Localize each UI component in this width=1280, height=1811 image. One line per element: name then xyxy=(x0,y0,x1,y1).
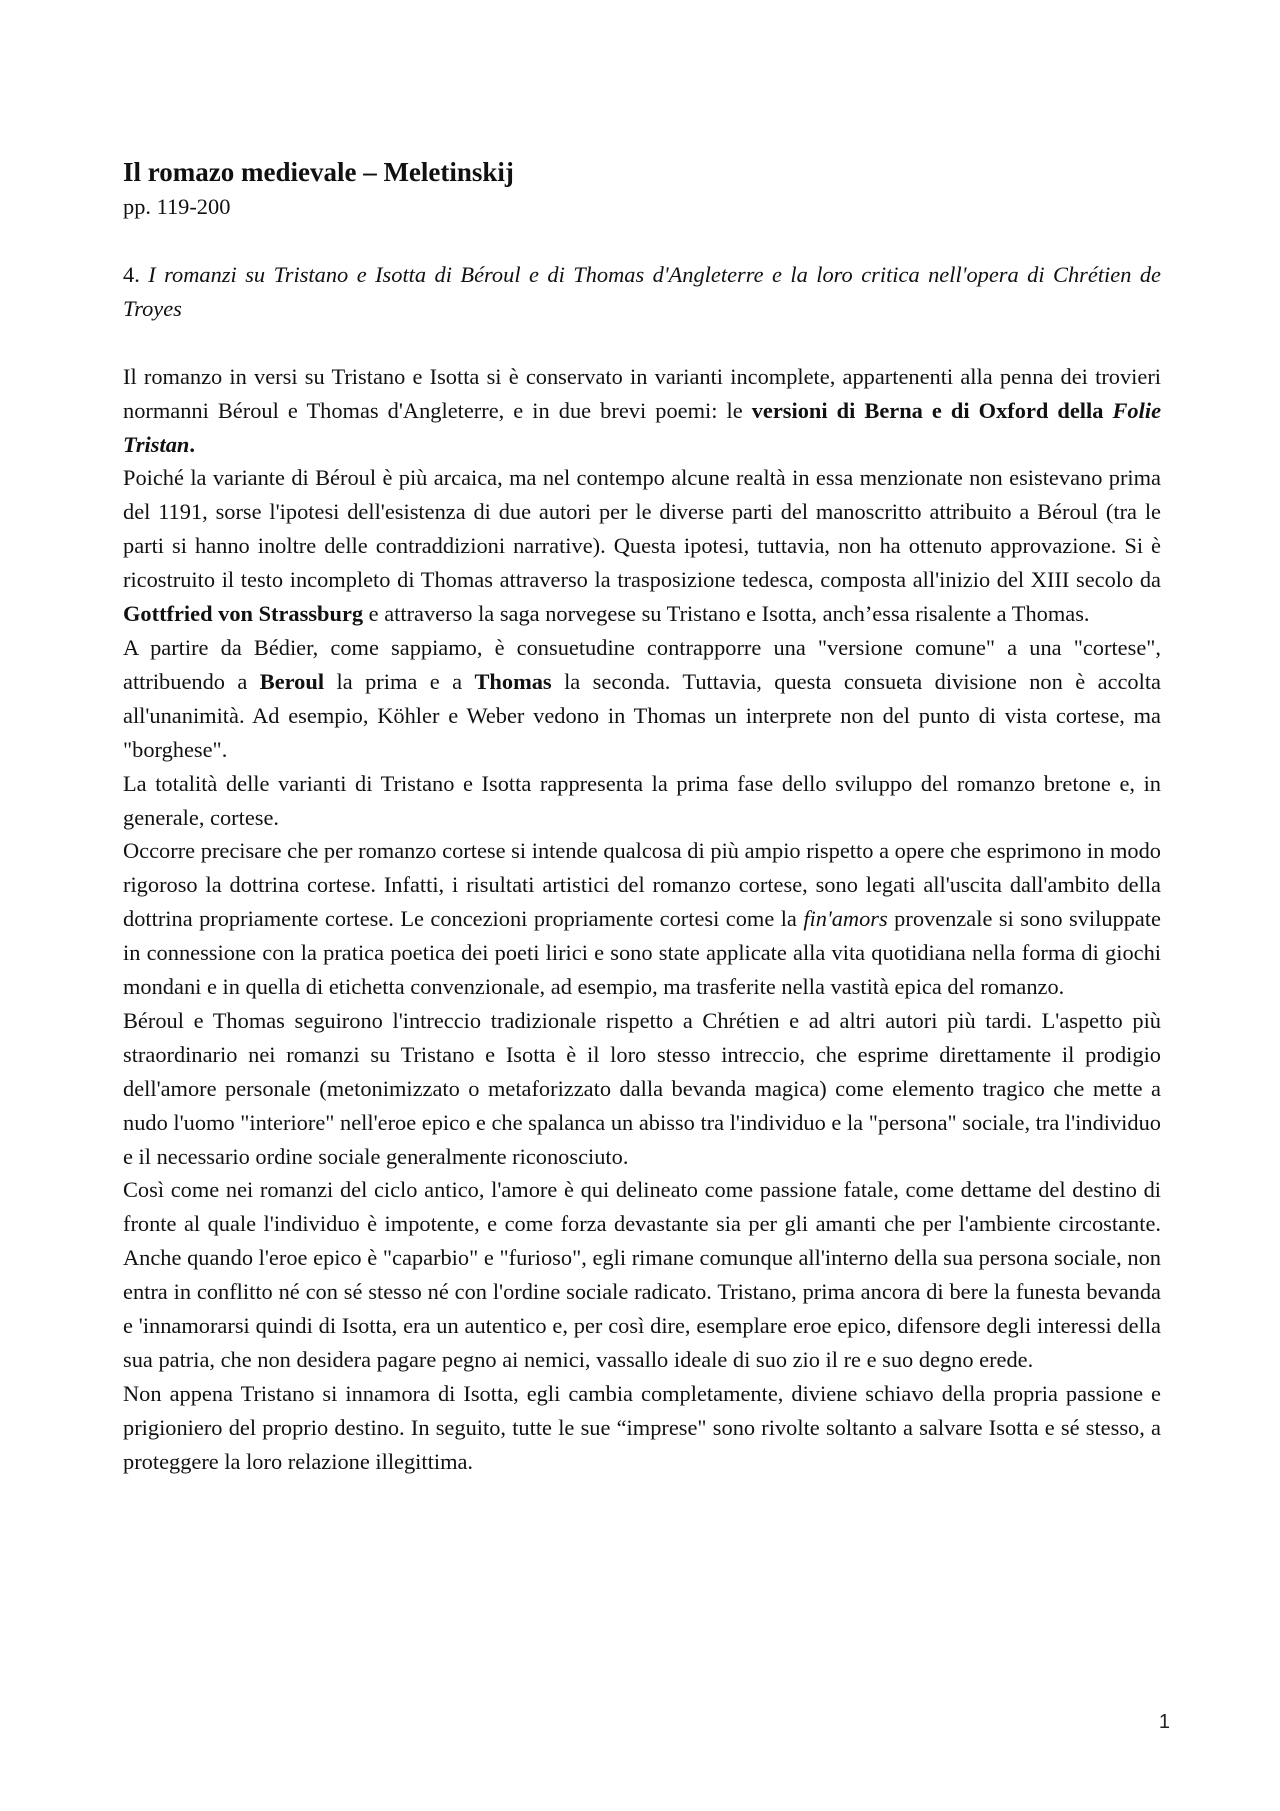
page-range: pp. 119-200 xyxy=(123,194,231,219)
document-title: Il romazo medievale – Meletinskij xyxy=(123,157,514,187)
paragraph xyxy=(123,1377,1161,1479)
paragraph xyxy=(123,1173,1161,1376)
text-run: Non appena Tristano si innamora di Isotta, egli cambia completamente, diviene schiavo della propria passione e prigioniero del proprio destino. In seguito, tutte le sue “imprese" sono rivolte soltanto a salvare Isotta e sé stesso, a proteggere la loro relazione illegittima. xyxy=(123,1380,1161,1474)
bold-text: versioni di Berna e di Oxford della xyxy=(751,397,1113,423)
page-content xyxy=(123,154,1161,1479)
body-text xyxy=(123,360,1161,1479)
paragraph xyxy=(123,767,1161,835)
italic-term: fin'amors xyxy=(803,906,888,932)
paragraph xyxy=(123,631,1161,767)
section-heading xyxy=(123,258,1161,326)
section-number: 4. xyxy=(123,261,140,287)
author-name: Beroul xyxy=(259,668,325,694)
paragraph xyxy=(123,360,1161,462)
text-run: la seconda. Tuttavia, questa consueta divisione non è accolta all'unanimità. Ad esempio, Köhler e Weber vedono in Thomas un interprete non del punto di vista cortese, ma "borghese". xyxy=(123,668,1161,762)
text-run: la prima e a xyxy=(324,668,475,694)
text-run: e attraverso la saga norvegese su Tristano e Isotta, anch’essa risalente a Thomas. xyxy=(363,601,1090,627)
text-run: Il romanzo in versi su Tristano e Isotta si è conservato in varianti incomplete, appartenenti alla penna dei trovieri normanni Béroul e Thomas d'Angleterre, e in due brevi poemi: le xyxy=(123,363,1161,423)
text-run: Occorre precisare che per romanzo cortese si intende qualcosa di più ampio rispetto a opere che esprimono in modo rigoroso la dottrina cortese. Infatti, i risultati artistici del romanzo cortese, sono legati all'uscita dall'ambito della dottrina propriamente cortese. Le concezioni propriamente cortesi come la xyxy=(123,838,1161,932)
paragraph xyxy=(123,834,1161,1004)
text-run: Poiché la variante di Béroul è più arcaica, ma nel contempo alcune realtà in essa menzionate non esistevano prima del 1191, sorse l'ipotesi dell'esistenza di due autori per le diverse parti del manoscritto attribuito a Béroul (tra le parti si hanno inoltre delle contraddizioni narrative). Questa ipotesi, tuttavia, non ha ottenuto approvazione. Si è ricostruito il testo incompleto di Thomas attraverso la trasposizione tedesca, composta all'inizio del XIII secolo da xyxy=(123,465,1161,593)
paragraph xyxy=(123,461,1161,631)
author-name: Thomas xyxy=(474,668,552,694)
text-run: Béroul e Thomas seguirono l'intreccio tradizionale rispetto a Chrétien e ad altri autori più tardi. L'aspetto più straordinario nei romanzi su Tristano e Isotta è il loro stesso intreccio, che esprime direttamente il prodigio dell'amore personale (metonimizzato o metaforizzato dalla bevanda magica) come elemento tragico che mette a nudo l'uomo "interiore" nell'eroe epico e che spalanca un abisso tra l'individuo e la "persona" sociale, tra l'individuo e il necessario ordine sociale generalmente riconosciuto. xyxy=(123,1007,1161,1169)
page-number: 1 xyxy=(1158,1711,1170,1733)
section-title: I romanzi su Tristano e Isotta di Béroul e di Thomas d'Angleterre e la loro critica nell'opera di Chrétien de Troyes xyxy=(123,261,1161,321)
paragraph xyxy=(123,1004,1161,1174)
work-title: Folie Tristan xyxy=(123,397,1162,457)
author-name: Gottfried von Strassburg xyxy=(123,601,364,627)
text-run: La totalità delle varianti di Tristano e Isotta rappresenta la prima fase dello sviluppo del romanzo bretone e, in generale, cortese. xyxy=(123,770,1161,830)
text-run: Così come nei romanzi del ciclo antico, l'amore è qui delineato come passione fatale, come dettame del destino di fronte al quale l'individuo è impotente, e come forza devastante sia per gli amanti che per l'ambiente circostante. Anche quando l'eroe epico è "caparbio" e "furioso", egli rimane comunque all'interno della sua persona sociale, non entra in conflitto né con sé stesso né con l'ordine sociale radicato. Tristano, prima ancora di bere la funesta bevanda e 'innamorarsi quindi di Isotta, era un autentico e, per così dire, esemplare eroe epico, difensore degli interessi della sua patria, che non desidera pagare pegno ai nemici, vassallo ideale di suo zio il re e suo degno erede. xyxy=(123,1177,1161,1372)
text-run: A partire da Bédier, come sappiamo, è consuetudine contrapporre una "versione comune" a una "cortese", attribuendo a xyxy=(123,634,1161,694)
text-run: . xyxy=(189,431,195,457)
text-run: provenzale si sono sviluppate in connessione con la pratica poetica dei poeti lirici e sono state applicate alla vita quotidiana nella forma di giochi mondani e in quella di etichetta convenzionale, ad esempio, ma trasferite nella vastità epica del romanzo. xyxy=(123,906,1161,1000)
